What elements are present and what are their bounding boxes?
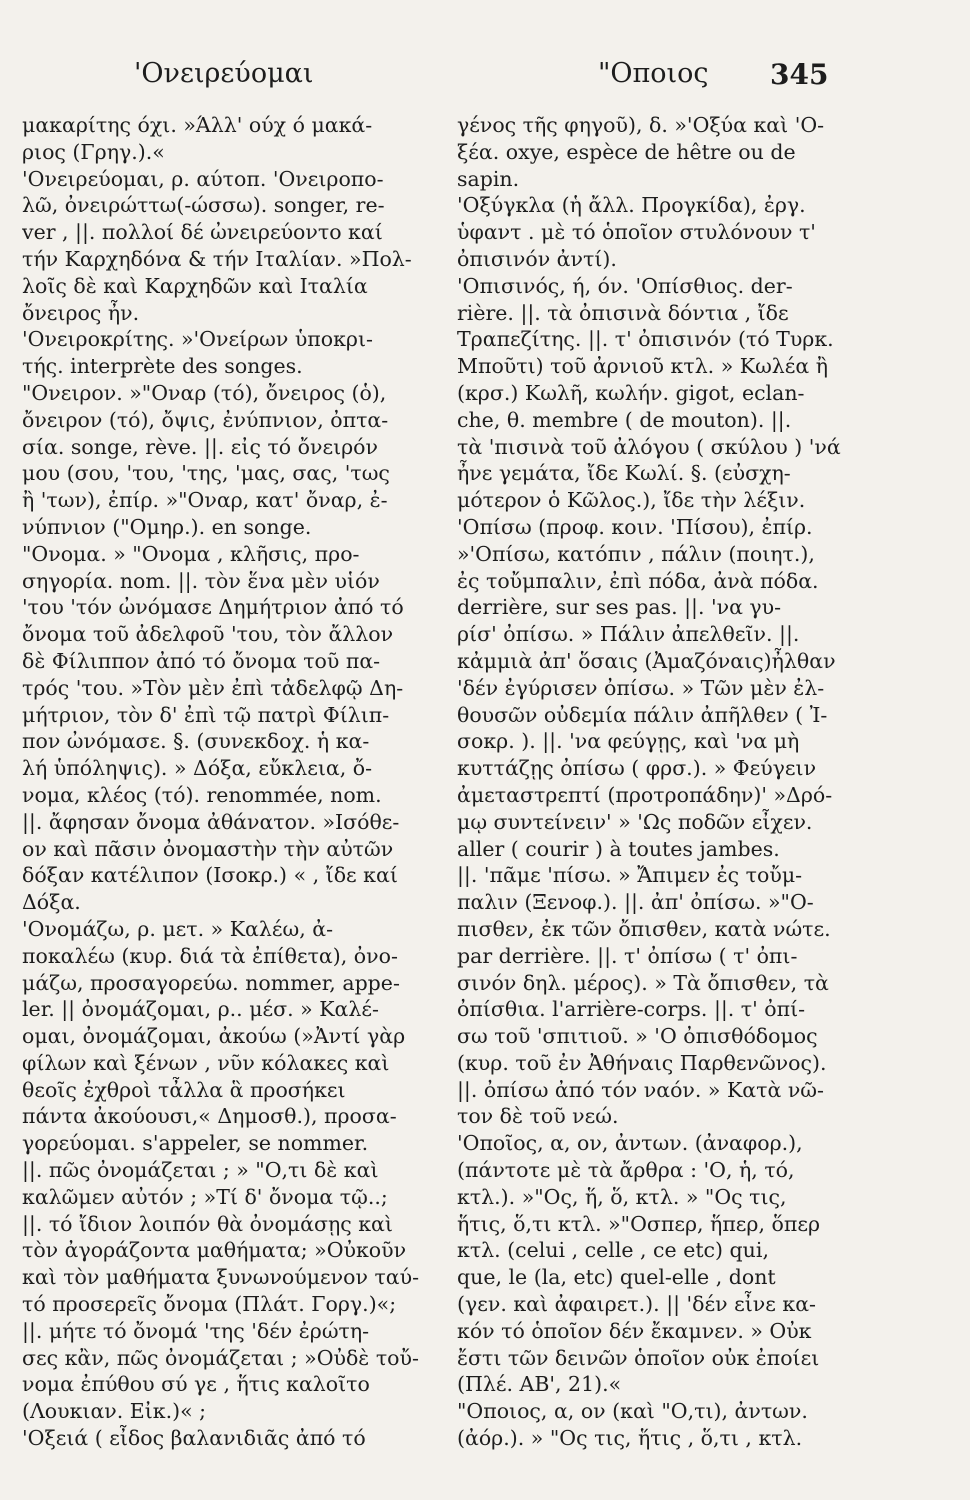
text-line: σηγορία. nom. ||. τὸν ἕνα μὲν υἱόν xyxy=(22,568,380,593)
text-line: γένος τῆς φηγοῦ), δ. »'Οξύα καὶ 'Ο- xyxy=(457,113,825,137)
text-line: πισθεν, ἐκ τῶν ὄπισθεν, κατὰ νώτε. xyxy=(457,916,831,941)
text-line: καὶ τὸν μαθήματα ξυνωνούμενον ταύ- xyxy=(22,1265,420,1290)
text-line: μου (σου, 'του, 'της, 'μας, σας, 'τως xyxy=(22,461,390,486)
text-line: 'Ονειρεύομαι, ρ. αύτοπ. 'Ονειροπο- xyxy=(22,166,384,191)
text-line: σω τοῦ 'σπιτιοῦ. » 'Ο ὀπισθόδομος xyxy=(457,1024,818,1049)
page-number: 345 xyxy=(770,58,829,91)
text-line: par derrière. ||. τ' ὀπίσω ( τ' ὀπι- xyxy=(457,943,798,968)
text-line: (πάντοτε μὲ τὰ ἄρθρα : 'Ο, ἡ, τό, xyxy=(457,1158,795,1183)
text-line: νομα ἐπύθου σύ γε , ἥτις καλοῖτο xyxy=(22,1372,370,1397)
text-line: "Ονομα. » "Ονομα , κλῆσις, προ- xyxy=(22,541,360,566)
text-line: μήτριον, τὸν δ' ἐπὶ τῷ πατρὶ Φίλιπ- xyxy=(22,702,390,727)
text-line: μακαρίτης όχι. »Άλλ' ούχ ό μακά- xyxy=(22,113,373,137)
text-line: λοῖς δὲ καὶ Καρχηδῶν καὶ Ιταλία xyxy=(22,273,368,298)
text-line: ὄνειρος ἦν. xyxy=(22,300,140,325)
text-line: ver , ||. πολλοί δέ ὠνειρεύοντο καί xyxy=(22,220,383,245)
text-line: ριος (Γρηγ.).« xyxy=(22,139,165,164)
text-line: νύπνιον ("Ομηρ.). en songe. xyxy=(22,514,312,539)
text-line: 'Ονομάζω, ρ. μετ. » Καλέω, ἀ- xyxy=(22,916,334,941)
text-line: νομα, κλέος (τό). renommée, nom. xyxy=(22,782,382,807)
text-line: θεοῖς ἐχθροὶ τἆλλα ἃ προσήκει xyxy=(22,1077,346,1102)
text-line: ||. ὀπίσω ἀπό τόν ναόν. » Κατὰ νῶ- xyxy=(457,1077,824,1102)
text-line: ον καὶ πᾶσιν ὀνομαστὴν τὴν αὐτῶν xyxy=(22,836,394,861)
text-line: τρός 'του. »Τὸν μὲν ἐπὶ τἀδελφῷ Δη- xyxy=(22,675,404,700)
text-line: rière. ||. τὰ ὀπισινὰ δόντια , ἴδε xyxy=(457,300,789,325)
text-line: Τραπεζίτης. ||. τ' ὀπισινόν (τό Τυρκ. xyxy=(457,327,834,352)
text-line: τον δὲ τοῦ νεώ. xyxy=(457,1104,619,1129)
text-line: τὸν ἀγοράζοντα μαθήματα; »Οὐκοῦν xyxy=(22,1238,407,1263)
text-line: 'Οξειά ( εἶδος βαλανιδιᾶς ἀπό τό xyxy=(22,1426,366,1451)
text-line: ομαι, ὀνομάζομαι, ἀκούω (»Ἀντί γὰρ xyxy=(22,1024,406,1049)
text-line: μῳ συντείνειν' » 'Ως ποδῶν εἶχεν. xyxy=(457,809,813,834)
text-line: aller ( courir ) à toutes jambes. xyxy=(457,836,780,861)
text-line: κτλ.). »"Ος, ἥ, ὅ, κτλ. » "Ος τις, xyxy=(457,1184,787,1209)
text-line: παλιν (Ξενοφ.). ||. ἀπ' ὀπίσω. »"Ο- xyxy=(457,890,814,915)
text-line: δόξαν κατέλιπον (Ισοκρ.) « , ἴδε καί xyxy=(22,863,398,888)
text-line: ὄνειρον (τό), ὄψις, ἐνύπνιον, ὀπτα- xyxy=(22,407,389,432)
text-line: τής. interprète des songes. xyxy=(22,354,303,379)
text-line: ἦνε γεμάτα, ἴδε Κωλί. §. (εὐσχη- xyxy=(457,461,791,486)
text-line: ποκαλέω (κυρ. διά τὰ ἐπίθετα), ὀνο- xyxy=(22,943,398,968)
text-line: ὑφαντ . μὲ τό ὁποῖον στυλόνουν τ' xyxy=(457,220,816,245)
text-line: 'Ονειροκρίτης. »'Ονείρων ὑποκρι- xyxy=(22,327,373,352)
text-line: σινόν δηλ. μέρος). » Τὰ ὄπισθεν, τὰ xyxy=(457,970,829,995)
text-line: ler. || ὀνομάζομαι, ρ.. μέσ. » Καλέ- xyxy=(22,997,379,1022)
page-header xyxy=(0,58,970,98)
running-head-left: 'Ονειρεύομαι xyxy=(134,58,314,89)
text-line: ὀπισινόν ἀντί). xyxy=(457,246,617,271)
text-line: 'του 'τόν ὠνόμασε Δημήτριον ἀπό τό xyxy=(22,595,404,620)
text-line: 'Οξύγκλα (ἡ ἄλλ. Προγκίδα), ἐργ. xyxy=(457,193,806,218)
text-line: ||. 'πᾶμε 'πίσω. » Ἄπιμεν ἐς τοὔμ- xyxy=(457,863,803,888)
text-line: che, θ. membre ( de mouton). ||. xyxy=(457,407,792,432)
text-line: θουσῶν οὐδεμία πάλιν ἀπῆλθεν ( Ἰ- xyxy=(457,702,828,727)
text-line: 'Οποῖος, α, ον, ἀντων. (ἀναφορ.), xyxy=(457,1131,803,1156)
text-line: κἀμμιὰ ἀπ' ὅσαις (Ἀμαζόναις)ἦλθαν xyxy=(457,648,836,673)
text-line: "Ονειρον. »"Οναρ (τό), ὄνειρος (ὁ), xyxy=(22,380,387,405)
text-line: ἐς τοὔμπαλιν, ἐπὶ πόδα, ἀνὰ πόδα. xyxy=(457,568,819,593)
text-line: φίλων καὶ ξένων , νῦν κόλακες καὶ xyxy=(22,1050,390,1075)
text-line: σοκρ. ). ||. 'να φεύγῃς, καὶ 'να μὴ xyxy=(457,729,800,754)
text-line: κυττάζῃς ὀπίσω ( φρσ.). » Φεύγειν xyxy=(457,756,817,781)
text-line: κτλ. (celui , celle , ce etc) qui, xyxy=(457,1238,769,1263)
text-line: δὲ Φίλιππον ἀπό τό ὄνομα τοῦ πα- xyxy=(22,648,381,673)
text-line: (κρσ.) Κωλῆ, κωλήν. gigot, eclan- xyxy=(457,380,805,405)
text-line: σία. songe, rève. ||. εἰς τό ὄνειρόν xyxy=(22,434,378,459)
text-line: ὀπίσθια. l'arrière-corps. ||. τ' ὀπί- xyxy=(457,997,806,1022)
text-line: λῶ, ὀνειρώττω(-ώσσω). songer, re- xyxy=(22,193,385,218)
text-line: ||. ἄφησαν ὄνομα ἀθάνατον. »Ισόθε- xyxy=(22,809,400,834)
text-line: (Λουκιαν. Εἰκ.)« ; xyxy=(22,1399,207,1424)
text-line: τήν Καρχηδόνα & τήν Ιταλίαν. »Πολ- xyxy=(22,246,412,271)
text-line: (Πλέ. ΑΒ', 21).« xyxy=(457,1372,622,1397)
running-head-right: "Οποιος xyxy=(598,58,709,89)
text-line: μάζω, προσαγορεύω. nommer, appe- xyxy=(22,970,400,995)
text-line: ρίσ' ὀπίσω. » Πάλιν ἀπελθεῖν. ||. xyxy=(457,622,800,647)
text-line: καλῶμεν αὐτόν ; »Τί δ' ὄνομα τῷ..; xyxy=(22,1184,388,1209)
text-line: Μποῦτι) τοῦ ἀρνιοῦ κτλ. » Κωλέα ἢ xyxy=(457,354,829,379)
text-line: πον ὠνόμασε. §. (συνεκδοχ. ἡ κα- xyxy=(22,729,370,754)
text-line: derrière, sur ses pas. ||. 'να γυ- xyxy=(457,595,782,620)
text-line: (κυρ. τοῦ ἐν Ἀθήναις Παρθενῶνος). xyxy=(457,1050,827,1075)
text-line: γορεύομαι. s'appeler, se nommer. xyxy=(22,1131,369,1156)
text-line: 'Οπισινός, ή, όν. 'Οπίσθιος. der- xyxy=(457,273,793,298)
text-line: "Οποιος, α, ον (καὶ "Ο,τι), ἀντων. xyxy=(457,1399,808,1424)
left-column xyxy=(22,112,440,1452)
text-line: μότερον ὁ Κῶλος.), ἴδε τὴν λέξιν. xyxy=(457,488,806,513)
text-line: ||. τό ἴδιον λοιπόν θὰ ὀνομάσῃς καὶ xyxy=(22,1211,393,1236)
text-line: 'Οπίσω (προφ. κοιν. 'Πίσου), ἐπίρ. xyxy=(457,514,813,539)
text-line: Δόξα. xyxy=(22,890,81,915)
text-line: ||. πῶς ὀνομάζεται ; » "Ο,τι δὲ καὶ xyxy=(22,1158,379,1183)
text-line: πάντα ἀκούουσι,« Δημοσθ.), προσα- xyxy=(22,1104,397,1129)
text-line: τὰ 'πισινὰ τοῦ ἀλόγου ( σκύλου ) 'νά xyxy=(457,434,841,459)
text-line: ἢ 'των), ἐπίρ. »"Οναρ, κατ' ὄναρ, ἐ- xyxy=(22,488,388,513)
text-line: ὄνομα τοῦ ἀδελφοῦ 'του, τὸν ἄλλον xyxy=(22,622,394,647)
text-line: κόν τό ὁποῖον δέν ἔκαμνεν. » Οὐκ xyxy=(457,1318,812,1343)
text-line: ξέα. oxye, espèce de hêtre ou de xyxy=(457,139,796,164)
text-line: ἥτις, ὅ,τι κτλ. »"Οσπερ, ἥπερ, ὅπερ xyxy=(457,1211,821,1236)
text-line: (γεν. καὶ ἀφαιρετ.). || 'δέν εἶνε κα- xyxy=(457,1292,816,1317)
text-line: ||. μήτε τό ὄνομά 'της 'δέν ἐρώτη- xyxy=(22,1318,370,1343)
text-line: τό προσερεῖς ὄνομα (Πλάτ. Γοργ.)«; xyxy=(22,1292,397,1317)
text-line: σες κἂν, πῶς ὀνομάζεται ; »Οὐδὲ τοὔ- xyxy=(22,1345,419,1370)
text-line: »'Οπίσω, κατόπιν , πάλιν (ποιητ.), xyxy=(457,541,815,566)
text-line: λή ὑπόληψις). » Δόξα, εὔκλεια, ὄ- xyxy=(22,756,373,781)
text-line: ἀμεταστρεπτί (προτροπάδην)' »Δρό- xyxy=(457,782,833,807)
text-line: 'δέν ἐγύρισεν ὀπίσω. » Τῶν μὲν ἐλ- xyxy=(457,675,825,700)
text-line: ἔστι τῶν δεινῶν ὁποῖον οὐκ ἐποίει xyxy=(457,1345,820,1370)
text-line: sapin. xyxy=(457,166,520,191)
text-line: (ἀόρ.). » "Ος τις, ἥτις , ὅ,τι , κτλ. xyxy=(457,1426,803,1451)
right-column xyxy=(457,112,881,1452)
text-line: que, le (la, etc) quel-elle , dont xyxy=(457,1265,776,1290)
